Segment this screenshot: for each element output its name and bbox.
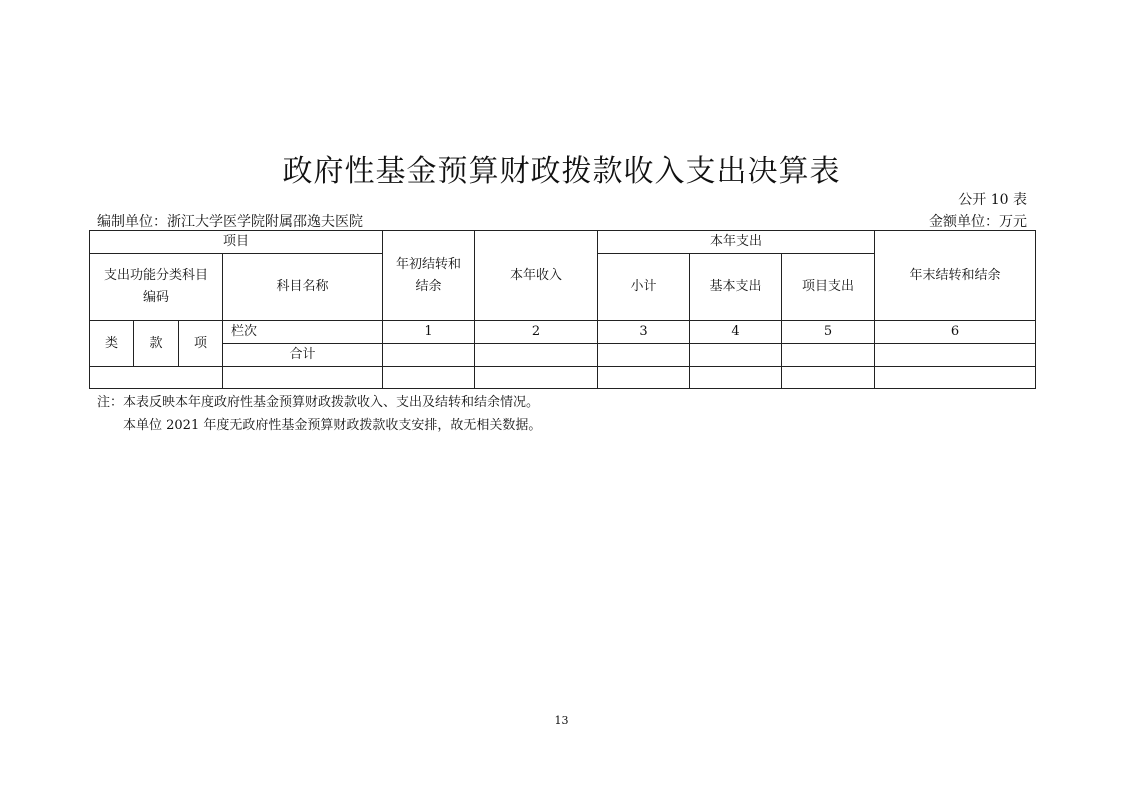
- column-number: 1: [383, 321, 475, 344]
- table-cell: [475, 367, 598, 389]
- column-number: 4: [690, 321, 782, 344]
- table-cell: [782, 344, 875, 367]
- table-row: [90, 367, 1036, 389]
- header-closing-balance: 年末结转和结余: [875, 231, 1036, 321]
- header-func-code-line2: 编码: [142, 290, 169, 305]
- header-kuan: 款: [134, 321, 179, 367]
- column-number: 5: [782, 321, 875, 344]
- header-basic-expense: 基本支出: [690, 254, 782, 321]
- table-cell: [383, 344, 475, 367]
- table-cell: [90, 367, 223, 389]
- table-cell: [598, 367, 690, 389]
- header-annual-expense: 本年支出: [598, 231, 875, 254]
- budget-table: [89, 230, 1036, 389]
- table-cell: [223, 367, 383, 389]
- column-number: 2: [475, 321, 598, 344]
- column-number: 6: [875, 321, 1036, 344]
- header-opening-balance-line2: 结余: [415, 278, 442, 294]
- amount-unit: 金额单位：万元: [929, 214, 1027, 230]
- header-project: 项目: [90, 231, 383, 254]
- header-subject-name: 科目名称: [223, 254, 383, 321]
- table-cell: [875, 344, 1036, 367]
- reporting-unit: 编制单位：浙江大学医学院附属邵逸夫医院: [97, 214, 363, 230]
- column-index-label: 栏次: [223, 321, 383, 344]
- table-cell: [690, 367, 782, 389]
- table-cell: [475, 344, 598, 367]
- table-cell: [875, 367, 1036, 389]
- table-number: 公开 10 表: [958, 192, 1027, 208]
- header-lei: 类: [90, 321, 134, 367]
- header-func-code-line1: 支出功能分类科目: [103, 268, 208, 283]
- page-number: 13: [554, 714, 569, 727]
- table-cell: [782, 367, 875, 389]
- header-func-code: [90, 254, 223, 321]
- header-subtotal: 小计: [598, 254, 690, 321]
- note-line-2: 本单位 2021 年度无政府性基金预算财政拨款收支安排，故无相关数据。: [123, 418, 542, 433]
- header-opening-balance-line1: 年初结转和: [396, 256, 462, 272]
- header-annual-income: 本年收入: [475, 231, 598, 321]
- header-project-expense: 项目支出: [782, 254, 875, 321]
- header-opening-balance: [383, 231, 475, 321]
- table-cell: [690, 344, 782, 367]
- note-line-1: 注：本表反映本年度政府性基金预算财政拨款收入、支出及结转和结余情况。: [97, 395, 540, 410]
- header-xiang: 项: [179, 321, 223, 367]
- table-cell: [598, 344, 690, 367]
- page-title: 政府性基金预算财政拨款收入支出决算表: [282, 154, 841, 189]
- column-number: 3: [598, 321, 690, 344]
- total-label: 合计: [223, 344, 383, 367]
- table-cell: [383, 367, 475, 389]
